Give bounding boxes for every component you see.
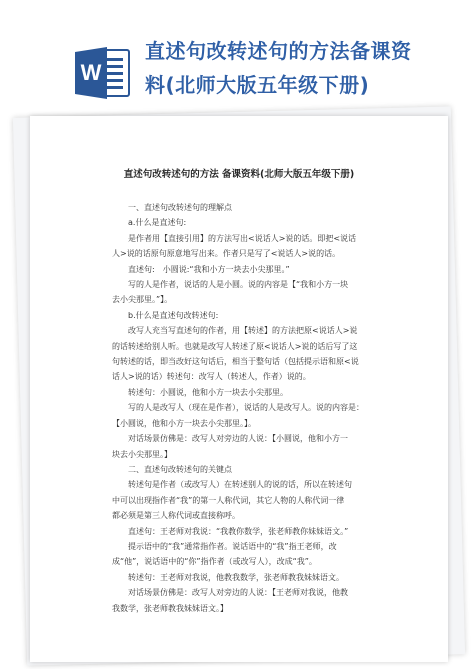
word-document-icon: [73, 44, 131, 102]
title-line-1: 直述句改转述句的方法备课资: [145, 39, 412, 63]
document-body: [112, 200, 410, 616]
paragraph-line: 直述句：王老师对我说：“我教你数学，张老师教你妹妹语文。”: [128, 526, 349, 536]
title-line-2: 料(北师大版五年级下册): [145, 73, 370, 97]
paragraph-line: 对话场景仿佛是：改写人对旁边的人说：【王老师对我说，他教: [128, 588, 348, 598]
paragraph-line: 的话转述给别人听。也就是改写人转述了原<说话人>说的话后写了这: [112, 341, 358, 351]
paragraph-line: 我数学，张老师教我妹妹语文。】: [112, 603, 228, 613]
paragraph-line: 人>说的话原句原意地写出来。作者只是写了<说话人>说的话。: [112, 249, 341, 259]
paragraph-line: 写的人是作者，说话的人是小圆。说的内容是【“我和小方一块: [128, 280, 349, 290]
paragraph-line: 改写人充当写直述句的作者，用【转述】的方法把原<说话人>说: [128, 326, 358, 336]
paragraph-line: 中可以出现指作者“我”的第一人称代词，其它人物的人称代词一律: [112, 495, 345, 505]
paragraph-line: 话人>说的话）转述句：改写人（转述人，作者）说的。: [112, 372, 311, 382]
paragraph-line: 转述句是作者（或改写人）在转述别人的说的话，所以在转述句: [128, 480, 352, 490]
paragraph-line: 提示语中的“我”通常指作者。说话语中的“我”指王老师，改: [128, 541, 337, 551]
document-page: [30, 116, 448, 662]
paragraph-line: 对话场景仿佛是：改写人对旁边的人说：【小圆说，他和小方一: [128, 434, 348, 444]
paragraph-line: 都必须是第三人称代词或直接称呼。: [112, 511, 240, 521]
paragraph-line: 【小圆说，他和小方一块去小尖那里。】。: [112, 418, 256, 428]
subheading: a.什么是直述句:: [128, 218, 187, 228]
paragraph-line: 去小尖那里。”】。: [112, 295, 173, 305]
section-heading: 一、直述句改转述句的理解点: [128, 203, 232, 212]
document-title: 直述句改转述句的方法 备课资料(北师大版五年级下册): [123, 169, 355, 180]
paragraph-line: 转述句：王老师对我说，他教我数学，张老师教我妹妹语文。: [128, 572, 344, 582]
paragraph-line: 写的人是改写人（现在是作者），说话的人是改写人。说的内容是：: [128, 403, 364, 413]
paragraph-line: 成“他”，说话语中的“你”指作者（或改写人），改成“我”。: [112, 557, 317, 567]
section-heading: 二、直述句改转述句的关键点: [128, 464, 232, 474]
paragraph-line: 块去小尖那里。】: [112, 449, 172, 459]
paragraph-line: 是作者用【直接引用】的方法写出<说话人>说的话。即把<说话: [128, 233, 357, 243]
svg-text:W: W: [80, 60, 102, 85]
paragraph-line: 句转述的话，即当改好这句话后，相当于整句话（包括提示语和原<说: [112, 357, 359, 367]
header: [0, 0, 474, 120]
page-title: [145, 34, 465, 102]
paragraph-line: 直述句: 小圆说:“我和小方一块去小尖那里。”: [128, 264, 290, 274]
paragraph-line: 转述句：小圆说，他和小方一块去小尖那里。: [128, 387, 288, 397]
subheading: b.什么是直述句改转述句:: [128, 310, 219, 320]
